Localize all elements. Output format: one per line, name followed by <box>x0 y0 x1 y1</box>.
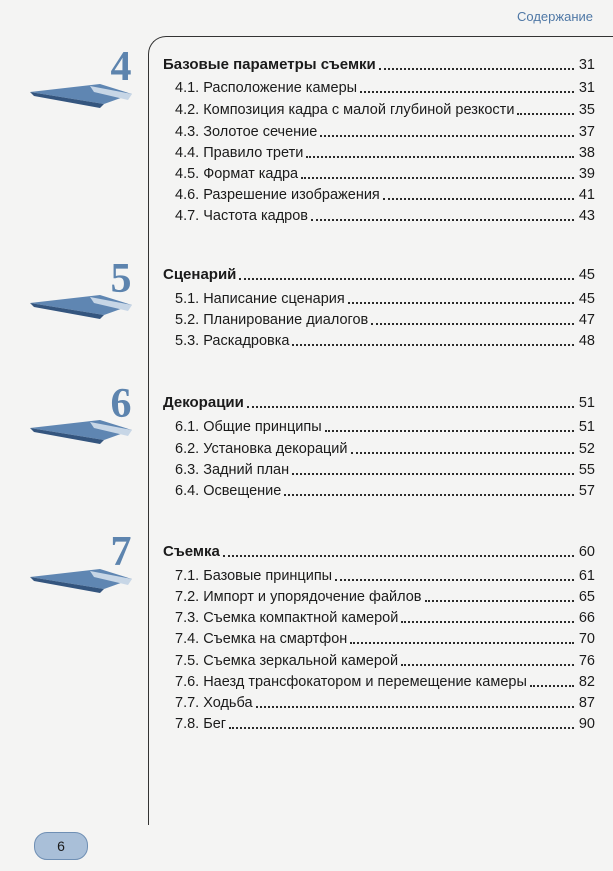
toc-entry[interactable]: 4.2. Композиция кадра с малой глубиной резкости 35 <box>175 102 595 118</box>
toc-entry[interactable]: 7.6. Наезд трансфокатором и перемещение камеры 82 <box>175 674 595 690</box>
chapter-title[interactable]: Сценарий 45 <box>163 266 595 283</box>
chapter-arrow-icon <box>30 291 134 323</box>
toc-entry[interactable]: 5.1. Написание сценария 45 <box>175 291 595 307</box>
toc-entry[interactable]: 4.1. Расположение камеры 31 <box>175 80 595 96</box>
chapter-number: 5 <box>110 256 132 302</box>
toc-entry[interactable]: 7.4. Съемка на смартфон 70 <box>175 631 595 647</box>
toc-entry[interactable]: 4.7. Частота кадров 43 <box>175 208 595 224</box>
toc-entry[interactable]: 4.4. Правило трети 38 <box>175 145 595 161</box>
chapter-number: 7 <box>110 529 132 575</box>
chapter-number: 6 <box>110 381 132 427</box>
toc-entry[interactable]: 6.1. Общие принципы 51 <box>175 419 595 435</box>
toc-entry[interactable]: 4.5. Формат кадра 39 <box>175 166 595 182</box>
page-number-badge: 6 <box>34 832 88 860</box>
toc-entry[interactable]: 7.2. Импорт и упорядочение файлов 65 <box>175 589 595 605</box>
toc-entry[interactable]: 7.1. Базовые принципы 61 <box>175 568 595 584</box>
running-header: Содержание <box>517 9 593 24</box>
toc-entry[interactable]: 7.5. Съемка зеркальной камерой 76 <box>175 653 595 669</box>
toc-entry[interactable]: 6.2. Установка декораций 52 <box>175 441 595 457</box>
chapter-number: 4 <box>110 44 132 90</box>
toc-entry[interactable]: 6.3. Задний план 55 <box>175 462 595 478</box>
chapter-title[interactable]: Съемка 60 <box>163 543 595 560</box>
toc-entry[interactable]: 6.4. Освещение 57 <box>175 483 595 499</box>
toc-entry[interactable]: 5.2. Планирование диалогов 47 <box>175 312 595 328</box>
toc-entry[interactable]: 5.3. Раскадровка 48 <box>175 333 595 349</box>
chapter-arrow-icon <box>30 80 134 112</box>
chapter-arrow-icon <box>30 416 134 448</box>
chapter-arrow-icon <box>30 565 134 597</box>
toc-entry[interactable]: 7.8. Бег 90 <box>175 716 595 732</box>
toc-entry[interactable]: 7.3. Съемка компактной камерой 66 <box>175 610 595 626</box>
chapter-title[interactable]: Декорации 51 <box>163 394 595 411</box>
chapter-title[interactable]: Базовые параметры съемки 31 <box>163 56 595 73</box>
toc-entry[interactable]: 7.7. Ходьба 87 <box>175 695 595 711</box>
toc-entry[interactable]: 4.6. Разрешение изображения 41 <box>175 187 595 203</box>
toc-entry[interactable]: 4.3. Золотое сечение 37 <box>175 124 595 140</box>
